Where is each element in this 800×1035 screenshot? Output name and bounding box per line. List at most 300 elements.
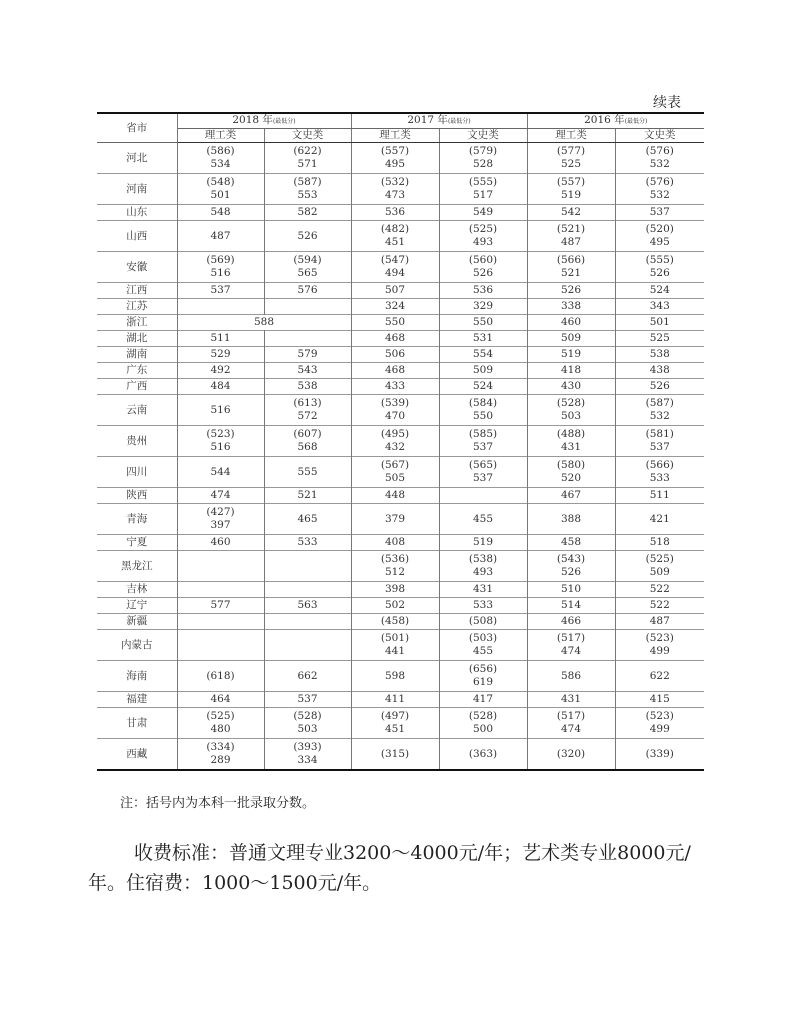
score-cell bbox=[527, 315, 615, 331]
province-cell: 广东 bbox=[97, 363, 177, 379]
score-cell bbox=[527, 739, 615, 771]
province-cell: 云南 bbox=[97, 395, 177, 426]
score-cell bbox=[351, 504, 439, 535]
table-row bbox=[97, 598, 704, 614]
first-batch-score: (520) bbox=[645, 223, 674, 235]
min-score: 501 bbox=[210, 189, 231, 201]
min-score: 473 bbox=[384, 189, 406, 201]
score-cell bbox=[177, 582, 264, 598]
first-batch-score: (517) bbox=[556, 632, 586, 644]
min-score: 499 bbox=[649, 645, 670, 657]
min-score: 533 bbox=[297, 536, 318, 548]
table-row bbox=[97, 221, 704, 252]
score-cell bbox=[177, 174, 264, 205]
score-cell bbox=[615, 661, 704, 692]
min-score: 538 bbox=[297, 380, 318, 392]
min-score: 533 bbox=[472, 599, 494, 611]
score-cell bbox=[527, 488, 615, 504]
score-cell bbox=[351, 614, 439, 630]
min-score: 467 bbox=[560, 489, 582, 501]
score-cell bbox=[527, 582, 615, 598]
score-cell bbox=[351, 488, 439, 504]
score-cell bbox=[527, 630, 615, 661]
province-cell: 湖南 bbox=[97, 347, 177, 363]
first-batch-score: (497) bbox=[380, 710, 410, 722]
table-row bbox=[97, 331, 704, 347]
first-batch-score: (536) bbox=[380, 553, 410, 565]
province-cell: 湖北 bbox=[97, 331, 177, 347]
first-batch-score: (557) bbox=[380, 145, 410, 157]
min-score: 516 bbox=[210, 267, 231, 279]
min-score: 525 bbox=[560, 158, 582, 170]
score-cell bbox=[351, 331, 439, 347]
first-batch-score: (569) bbox=[206, 254, 235, 266]
min-score: 533 bbox=[649, 472, 670, 484]
score-cell bbox=[351, 582, 439, 598]
min-score: 432 bbox=[384, 441, 406, 453]
score-cell bbox=[615, 315, 704, 331]
province-cell: 海南 bbox=[97, 661, 177, 692]
score-cell bbox=[439, 283, 527, 299]
province-cell: 吉林 bbox=[97, 582, 177, 598]
score-cell bbox=[264, 283, 351, 299]
score-cell bbox=[615, 331, 704, 347]
score-cell bbox=[615, 395, 704, 426]
min-score: 565 bbox=[297, 267, 318, 279]
min-score: 468 bbox=[384, 332, 406, 344]
province-cell: 宁夏 bbox=[97, 535, 177, 551]
score-cell bbox=[527, 363, 615, 379]
min-score: 484 bbox=[210, 380, 231, 392]
first-batch-score: (523) bbox=[206, 428, 235, 440]
score-cell bbox=[439, 252, 527, 283]
table-row bbox=[97, 379, 704, 395]
score-cell bbox=[527, 379, 615, 395]
first-batch-score: (560) bbox=[468, 254, 498, 266]
min-score: 511 bbox=[210, 332, 231, 344]
min-score: 329 bbox=[472, 300, 494, 312]
score-cell bbox=[351, 174, 439, 205]
min-score: 487 bbox=[210, 229, 231, 242]
min-score: 522 bbox=[649, 599, 670, 611]
province-cell: 四川 bbox=[97, 457, 177, 488]
first-batch-score: (334) bbox=[206, 741, 235, 753]
score-cell bbox=[439, 598, 527, 614]
score-table-body bbox=[97, 143, 704, 771]
first-batch-score: (576) bbox=[645, 176, 674, 188]
table-row bbox=[97, 283, 704, 299]
min-score: 511 bbox=[649, 489, 670, 501]
first-batch-score: (528) bbox=[468, 710, 498, 722]
score-cell bbox=[439, 551, 527, 582]
first-batch-score: (525) bbox=[468, 223, 498, 235]
min-score: 334 bbox=[297, 754, 318, 766]
score-cell bbox=[527, 331, 615, 347]
score-cell bbox=[615, 739, 704, 771]
min-score: 519 bbox=[560, 348, 582, 360]
score-cell bbox=[439, 363, 527, 379]
first-batch-score: (315) bbox=[380, 747, 410, 760]
min-score: 526 bbox=[649, 380, 670, 392]
min-score: 572 bbox=[297, 410, 318, 422]
min-score: 464 bbox=[210, 693, 231, 705]
table-row bbox=[97, 395, 704, 426]
score-cell bbox=[615, 347, 704, 363]
science-header: 理工类 bbox=[177, 129, 264, 143]
province-cell: 江西 bbox=[97, 283, 177, 299]
min-score: 516 bbox=[210, 441, 231, 453]
min-score: 417 bbox=[472, 693, 494, 705]
score-cell bbox=[264, 661, 351, 692]
first-batch-score: (521) bbox=[556, 223, 586, 235]
first-batch-score: (565) bbox=[468, 459, 498, 471]
min-score: 662 bbox=[297, 669, 318, 682]
min-score: 408 bbox=[384, 536, 406, 548]
min-score: 519 bbox=[472, 536, 494, 548]
province-cell: 青海 bbox=[97, 504, 177, 535]
score-cell bbox=[615, 598, 704, 614]
min-score: 503 bbox=[297, 723, 318, 735]
min-score: 554 bbox=[472, 348, 494, 360]
min-score: 492 bbox=[210, 364, 231, 376]
first-batch-score: (580) bbox=[556, 459, 586, 471]
province-cell: 江苏 bbox=[97, 299, 177, 315]
min-score: 528 bbox=[472, 158, 494, 170]
min-score: 525 bbox=[649, 332, 670, 344]
score-cell bbox=[177, 205, 264, 221]
score-cell bbox=[177, 331, 264, 347]
score-cell bbox=[177, 395, 264, 426]
min-score: 548 bbox=[210, 206, 231, 218]
min-score: 441 bbox=[384, 645, 406, 657]
score-cell bbox=[439, 331, 527, 347]
continued-label: 续表 bbox=[653, 95, 681, 111]
first-batch-score: (508) bbox=[468, 615, 498, 627]
min-score: 343 bbox=[649, 300, 670, 312]
min-score: 517 bbox=[472, 189, 494, 201]
min-score: 474 bbox=[560, 723, 582, 735]
first-batch-score: (525) bbox=[206, 710, 235, 722]
score-cell bbox=[527, 299, 615, 315]
table-row bbox=[97, 488, 704, 504]
min-score: 433 bbox=[384, 380, 406, 392]
province-cell: 陕西 bbox=[97, 488, 177, 504]
score-cell bbox=[439, 582, 527, 598]
first-batch-score: (547) bbox=[380, 254, 410, 266]
first-batch-score: (458) bbox=[380, 615, 410, 627]
score-cell bbox=[527, 252, 615, 283]
province-cell: 安徽 bbox=[97, 252, 177, 283]
score-cell bbox=[264, 739, 351, 771]
min-score: 505 bbox=[384, 472, 406, 484]
first-batch-score: (587) bbox=[645, 397, 674, 409]
table-row bbox=[97, 535, 704, 551]
score-cell bbox=[615, 535, 704, 551]
min-score: 324 bbox=[384, 300, 406, 312]
min-score: 622 bbox=[649, 669, 670, 682]
min-score: 398 bbox=[384, 583, 406, 595]
min-score: 397 bbox=[210, 519, 231, 531]
score-cell bbox=[264, 692, 351, 708]
score-cell bbox=[177, 379, 264, 395]
score-cell bbox=[615, 221, 704, 252]
score-cell bbox=[264, 535, 351, 551]
score-cell bbox=[264, 708, 351, 739]
min-score: 537 bbox=[297, 693, 318, 705]
score-cell bbox=[527, 708, 615, 739]
min-score: 495 bbox=[384, 158, 406, 170]
score-cell bbox=[527, 692, 615, 708]
score-cell bbox=[615, 614, 704, 630]
min-score: 509 bbox=[560, 332, 582, 344]
score-cell bbox=[439, 692, 527, 708]
min-score: 526 bbox=[560, 566, 582, 578]
score-cell bbox=[177, 347, 264, 363]
first-batch-score: (523) bbox=[645, 710, 674, 722]
score-cell bbox=[615, 363, 704, 379]
score-cell bbox=[264, 331, 351, 347]
score-cell bbox=[527, 614, 615, 630]
min-score: 431 bbox=[560, 441, 582, 453]
score-cell bbox=[351, 630, 439, 661]
score-cell bbox=[527, 426, 615, 457]
score-cell bbox=[351, 252, 439, 283]
min-score: 493 bbox=[472, 236, 494, 248]
min-score: 500 bbox=[472, 723, 494, 735]
min-score: 512 bbox=[384, 566, 406, 578]
first-batch-score: (613) bbox=[293, 397, 322, 409]
year-header-2016: 2016 年(最低分) bbox=[527, 113, 704, 129]
first-batch-score: (566) bbox=[645, 459, 674, 471]
first-batch-score: (363) bbox=[468, 747, 498, 760]
province-cell: 广西 bbox=[97, 379, 177, 395]
year-header-2017: 2017 年(最低分) bbox=[351, 113, 527, 129]
min-score: 579 bbox=[297, 348, 318, 360]
score-cell bbox=[177, 692, 264, 708]
table-row bbox=[97, 457, 704, 488]
table-row bbox=[97, 692, 704, 708]
score-cell bbox=[615, 205, 704, 221]
first-batch-score: (581) bbox=[645, 428, 674, 440]
min-score: 451 bbox=[384, 723, 406, 735]
first-batch-score: (503) bbox=[468, 632, 498, 644]
min-score: 521 bbox=[297, 489, 318, 501]
min-score: 550 bbox=[472, 410, 494, 422]
first-batch-score: (567) bbox=[380, 459, 410, 471]
first-batch-score: (525) bbox=[645, 553, 674, 565]
score-cell bbox=[615, 488, 704, 504]
score-cell bbox=[439, 205, 527, 221]
min-score: 526 bbox=[560, 284, 582, 296]
score-cell bbox=[615, 504, 704, 535]
score-cell bbox=[177, 630, 264, 661]
table-row bbox=[97, 630, 704, 661]
min-score: 487 bbox=[560, 236, 582, 248]
province-cell: 辽宁 bbox=[97, 598, 177, 614]
first-batch-score: (339) bbox=[645, 747, 674, 760]
score-cell bbox=[264, 174, 351, 205]
score-cell bbox=[439, 379, 527, 395]
score-cell bbox=[439, 426, 527, 457]
score-cell bbox=[264, 457, 351, 488]
first-batch-score: (622) bbox=[293, 145, 322, 157]
min-score: 555 bbox=[297, 465, 318, 478]
min-score: 544 bbox=[210, 465, 231, 478]
score-cell bbox=[177, 598, 264, 614]
score-cell bbox=[264, 347, 351, 363]
first-batch-score: (488) bbox=[556, 428, 586, 440]
min-score: 536 bbox=[472, 284, 494, 296]
table-row bbox=[97, 582, 704, 598]
table-row bbox=[97, 174, 704, 205]
first-batch-score: (607) bbox=[293, 428, 322, 440]
score-cell bbox=[264, 299, 351, 315]
first-batch-score: (579) bbox=[468, 145, 498, 157]
min-score: 495 bbox=[649, 236, 670, 248]
first-batch-score: (566) bbox=[556, 254, 586, 266]
min-score: 338 bbox=[560, 300, 582, 312]
score-cell bbox=[439, 504, 527, 535]
score-cell bbox=[439, 739, 527, 771]
first-batch-score: (320) bbox=[556, 747, 586, 760]
score-cell bbox=[527, 347, 615, 363]
min-score: 577 bbox=[210, 599, 231, 611]
min-score: 576 bbox=[297, 284, 318, 296]
min-score: 563 bbox=[297, 599, 318, 611]
score-cell bbox=[351, 347, 439, 363]
score-cell bbox=[351, 661, 439, 692]
min-score: 619 bbox=[472, 676, 494, 688]
first-batch-score: (576) bbox=[645, 145, 674, 157]
min-score: 532 bbox=[649, 158, 670, 170]
first-batch-score: (586) bbox=[206, 145, 235, 157]
score-cell bbox=[264, 614, 351, 630]
first-batch-score: (539) bbox=[380, 397, 410, 409]
score-cell bbox=[527, 143, 615, 174]
min-score: 582 bbox=[297, 206, 318, 218]
min-score: 586 bbox=[560, 669, 582, 682]
min-score: 526 bbox=[649, 267, 670, 279]
first-batch-score: (393) bbox=[293, 741, 322, 753]
first-batch-score: (587) bbox=[293, 176, 322, 188]
score-cell bbox=[177, 143, 264, 174]
score-cell bbox=[264, 551, 351, 582]
score-cell bbox=[264, 205, 351, 221]
score-cell bbox=[351, 143, 439, 174]
min-score: 526 bbox=[472, 267, 494, 279]
first-batch-score: (495) bbox=[380, 428, 410, 440]
min-score: 568 bbox=[297, 441, 318, 453]
score-cell bbox=[615, 708, 704, 739]
table-row bbox=[97, 551, 704, 582]
score-cell bbox=[615, 143, 704, 174]
province-cell: 甘肃 bbox=[97, 708, 177, 739]
score-cell bbox=[527, 221, 615, 252]
min-score: 542 bbox=[560, 206, 582, 218]
score-cell bbox=[351, 299, 439, 315]
min-score: 493 bbox=[472, 566, 494, 578]
min-score: 460 bbox=[210, 536, 231, 548]
score-cell bbox=[351, 598, 439, 614]
score-cell bbox=[177, 299, 264, 315]
score-cell bbox=[615, 299, 704, 315]
score-cell bbox=[615, 692, 704, 708]
min-score: 529 bbox=[210, 348, 231, 360]
first-batch-score: (548) bbox=[206, 176, 235, 188]
first-batch-score: (585) bbox=[468, 428, 498, 440]
table-row bbox=[97, 252, 704, 283]
score-cell bbox=[351, 205, 439, 221]
arts-header: 文史类 bbox=[439, 129, 527, 143]
score-cell bbox=[439, 221, 527, 252]
score-cell bbox=[351, 315, 439, 331]
min-score: 522 bbox=[649, 583, 670, 595]
min-score: 532 bbox=[649, 189, 670, 201]
score-cell bbox=[177, 661, 264, 692]
min-score: 571 bbox=[297, 158, 318, 170]
province-cell: 山西 bbox=[97, 221, 177, 252]
score-cell bbox=[177, 551, 264, 582]
score-cell bbox=[615, 283, 704, 299]
category-header-row bbox=[97, 129, 704, 143]
min-score: 480 bbox=[210, 723, 231, 735]
min-score: 289 bbox=[210, 754, 231, 766]
score-cell bbox=[439, 535, 527, 551]
score-cell bbox=[177, 614, 264, 630]
science-header: 理工类 bbox=[351, 129, 439, 143]
min-score: 502 bbox=[384, 599, 406, 611]
min-score: 455 bbox=[472, 512, 494, 525]
first-batch-score: (482) bbox=[380, 223, 410, 235]
min-score: 537 bbox=[210, 284, 231, 296]
score-cell bbox=[177, 221, 264, 252]
score-cell bbox=[177, 252, 264, 283]
min-score: 537 bbox=[649, 441, 670, 453]
min-score: 518 bbox=[649, 536, 670, 548]
science-header: 理工类 bbox=[527, 129, 615, 143]
table-row bbox=[97, 347, 704, 363]
first-batch-score: (528) bbox=[556, 397, 586, 409]
province-cell: 西藏 bbox=[97, 739, 177, 771]
score-cell bbox=[615, 457, 704, 488]
score-cell bbox=[615, 379, 704, 395]
min-score: 509 bbox=[649, 566, 670, 578]
score-cell bbox=[177, 535, 264, 551]
score-cell bbox=[264, 426, 351, 457]
min-score: 550 bbox=[472, 316, 494, 328]
score-cell bbox=[177, 457, 264, 488]
min-score: 526 bbox=[297, 229, 318, 242]
min-score: 553 bbox=[297, 189, 318, 201]
score-cell bbox=[439, 143, 527, 174]
score-cell bbox=[351, 551, 439, 582]
score-cell bbox=[351, 426, 439, 457]
min-score: 494 bbox=[384, 267, 406, 279]
province-cell: 福建 bbox=[97, 692, 177, 708]
score-cell bbox=[264, 582, 351, 598]
min-score: 550 bbox=[384, 316, 406, 328]
province-cell: 山东 bbox=[97, 205, 177, 221]
score-cell bbox=[264, 143, 351, 174]
min-score: 431 bbox=[560, 693, 582, 705]
min-score: 470 bbox=[384, 410, 406, 422]
first-batch-score: (618) bbox=[206, 669, 235, 682]
fee-standard-paragraph: 收费标准：普通文理专业3200～4000元/年；艺术类专业8000元/年。住宿费：1000～1500元/年。 bbox=[88, 842, 691, 894]
first-batch-score: (517) bbox=[556, 710, 586, 722]
min-score: 379 bbox=[384, 512, 406, 525]
min-score: 510 bbox=[560, 583, 582, 595]
table-row bbox=[97, 315, 704, 331]
